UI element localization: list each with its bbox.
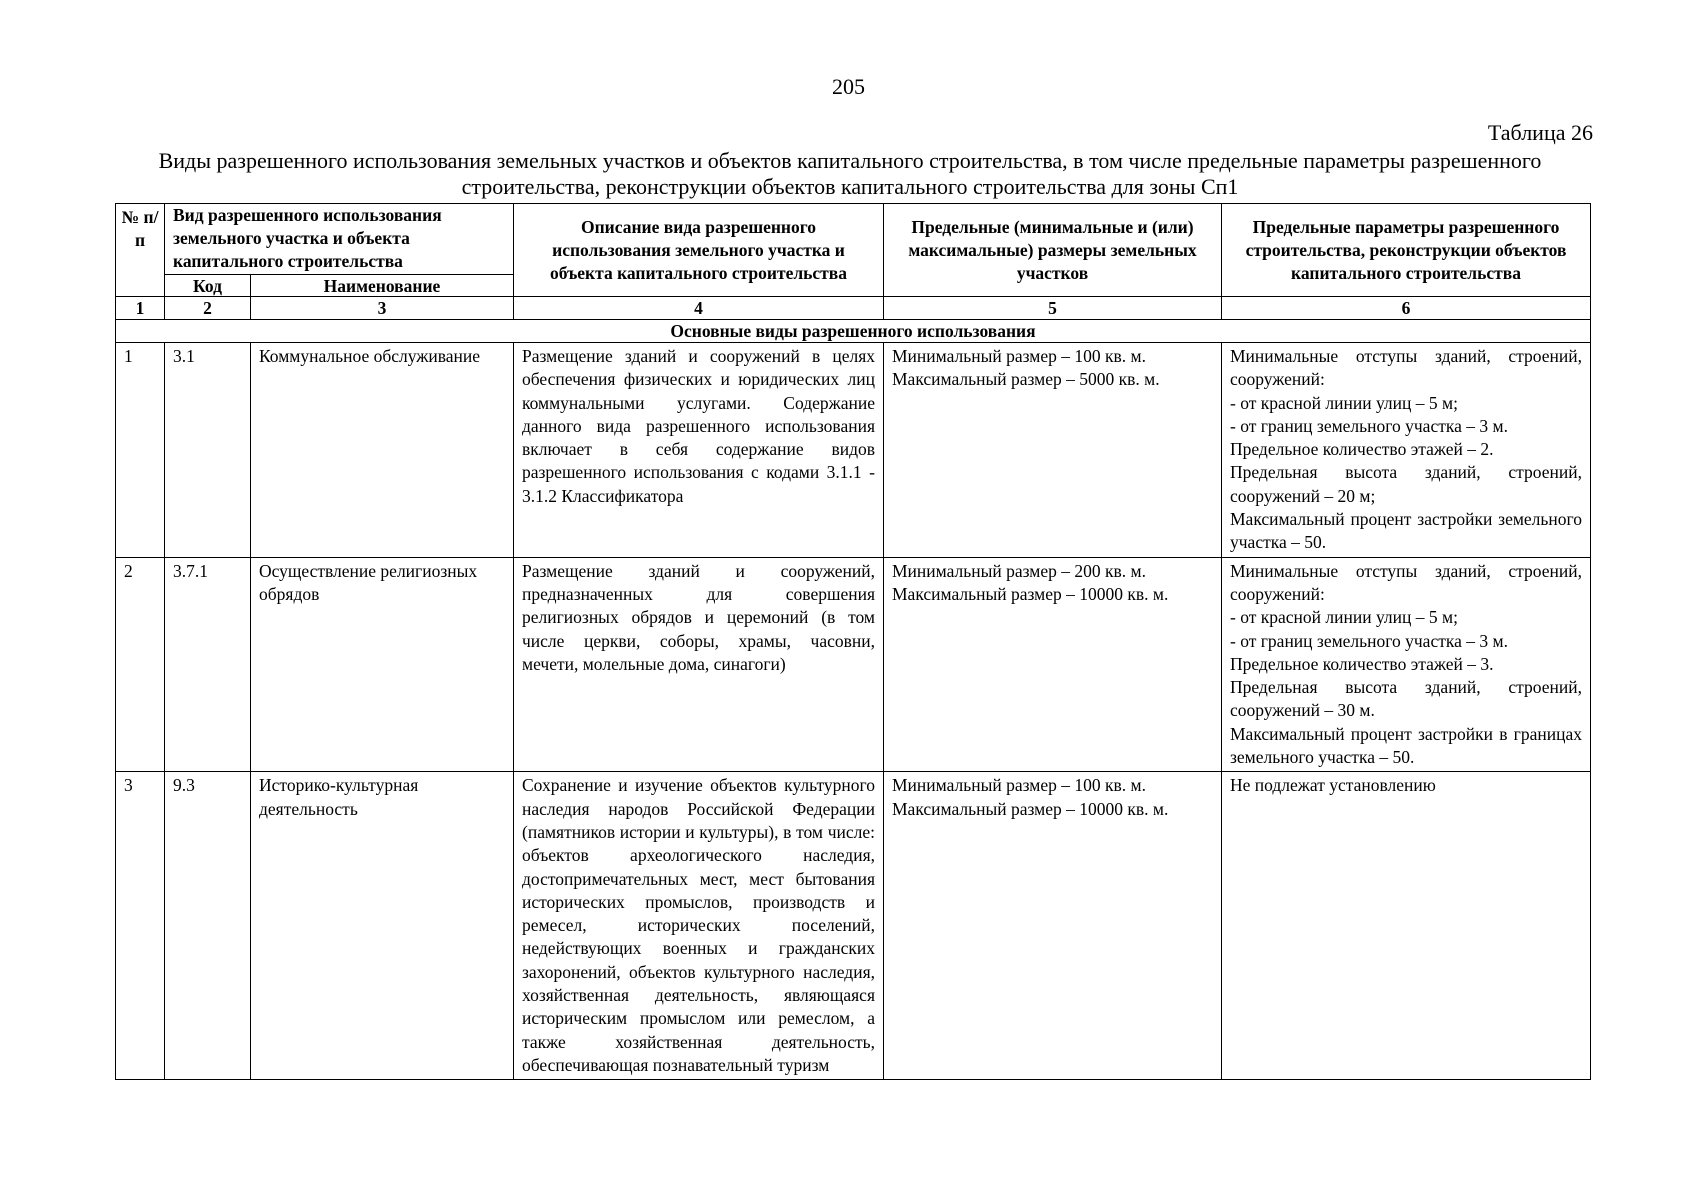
header-description: Описание вида разрешенного использования земельного участка и объекта капитального строительства: [514, 204, 884, 297]
row-construction-params: [1222, 557, 1591, 772]
table-label: Таблица 26: [1487, 120, 1593, 145]
column-number-row: [116, 297, 1591, 320]
param-line: - от границ земельного участка – 3 м.: [1230, 630, 1508, 651]
row-construction-params: [1222, 772, 1591, 1080]
row-plot-size: [884, 557, 1222, 772]
param-line: Предельное количество этажей – 3.: [1230, 653, 1494, 674]
param-line: - от красной линии улиц – 5 м;: [1230, 607, 1458, 628]
row-description: Сохранение и изучение объектов культурного наследия народов Российской Федерации (памятников истории и культуры), в том числе: объектов археологического наследия, достопримечательных мест, мест бытования исторических промыслов, производств и ремесел, исторических поселений, недействующих военных и гражданских захоронений, объектов культурного наследия, хозяйственная деятельность, являющаяся историческим промыслом или ремеслом, а также хозяйственная деятельность, обеспечивающая познавательный туризм: [514, 772, 884, 1080]
column-number: 1: [116, 297, 165, 320]
param-line: - от границ земельного участка – 3 м.: [1230, 415, 1508, 436]
size-line: Максимальный размер – 10000 кв. м.: [892, 798, 1169, 819]
header-row: [116, 204, 1591, 275]
table-row: [116, 343, 1591, 558]
row-code: 9.3: [165, 772, 251, 1080]
header-name: Наименование: [251, 275, 514, 297]
column-number: 5: [884, 297, 1222, 320]
section-row: [116, 320, 1591, 343]
header-num: № п/п: [116, 204, 165, 297]
param-line: Максимальный процент застройки в границах земельного участка – 50.: [1230, 723, 1582, 768]
row-code: 3.7.1: [165, 557, 251, 772]
row-plot-size: [884, 772, 1222, 1080]
param-line: - от красной линии улиц – 5 м;: [1230, 392, 1458, 413]
column-number: 4: [514, 297, 884, 320]
column-number: 6: [1222, 297, 1591, 320]
page-number: 205: [832, 74, 865, 99]
row-plot-size: [884, 343, 1222, 558]
param-line: Предельная высота зданий, строений, сооружений – 30 м.: [1230, 677, 1582, 721]
column-number: 3: [251, 297, 514, 320]
param-line: Минимальные отступы зданий, строений, сооружений:: [1230, 346, 1582, 390]
size-line: Максимальный размер – 5000 кв. м.: [892, 369, 1160, 390]
param-line: Предельная высота зданий, строений, сооружений – 20 м;: [1230, 462, 1582, 506]
size-line: Минимальный размер – 100 кв. м.: [892, 346, 1146, 366]
table-caption: Виды разрешенного использования земельных участков и объектов капитального строительства, в том числе предельные параметры разрешенного строительства, реконструкции объектов капитального строительства для зоны Сп1: [158, 148, 1542, 199]
row-num: 2: [116, 557, 165, 772]
header-plot-size: Предельные (минимальные и (или) максимальные) размеры земельных участков: [884, 204, 1222, 297]
param-line: Максимальный процент застройки земельного участка – 50.: [1230, 509, 1582, 553]
row-code: 3.1: [165, 343, 251, 558]
size-line: Максимальный размер – 10000 кв. м.: [892, 583, 1169, 604]
row-construction-params: [1222, 343, 1591, 558]
table-row: [116, 557, 1591, 772]
permitted-use-table: [115, 203, 1591, 1080]
header-code: Код: [165, 275, 251, 297]
row-description: Размещение зданий и сооружений в целях обеспечения физических и юридических лиц коммунальными услугами. Содержание данного вида разрешенного использования включает в себя содержание видов разрешенного использования с кодами 3.1.1 - 3.1.2 Классификатора: [514, 343, 884, 558]
table-row: [116, 772, 1591, 1080]
row-name: Осуществление религиозных обрядов: [251, 557, 514, 772]
header-use-type: Вид разрешенного использования земельного участка и объекта капитального строительства: [165, 204, 514, 275]
param-line: Минимальные отступы зданий, строений, сооружений:: [1230, 560, 1582, 604]
header-construction-params: Предельные параметры разрешенного строительства, реконструкции объектов капитального строительства: [1222, 204, 1591, 297]
param-line: Не подлежат установлению: [1230, 775, 1436, 796]
row-description: Размещение зданий и сооружений, предназначенных для совершения религиозных обрядов и церемоний (в том числе церкви, соборы, храмы, часовни, мечети, молельные дома, синагоги): [514, 557, 884, 772]
row-num: 3: [116, 772, 165, 1080]
section-title: Основные виды разрешенного использования: [116, 320, 1591, 343]
column-number: 2: [165, 297, 251, 320]
size-line: Минимальный размер – 100 кв. м.: [892, 775, 1146, 796]
size-line: Минимальный размер – 200 кв. м.: [892, 560, 1146, 581]
param-line: Предельное количество этажей – 2.: [1230, 439, 1494, 460]
row-name: Историко-культурная деятельность: [251, 772, 514, 1080]
row-name: Коммунальное обслуживание: [251, 343, 514, 558]
row-num: 1: [116, 343, 165, 558]
